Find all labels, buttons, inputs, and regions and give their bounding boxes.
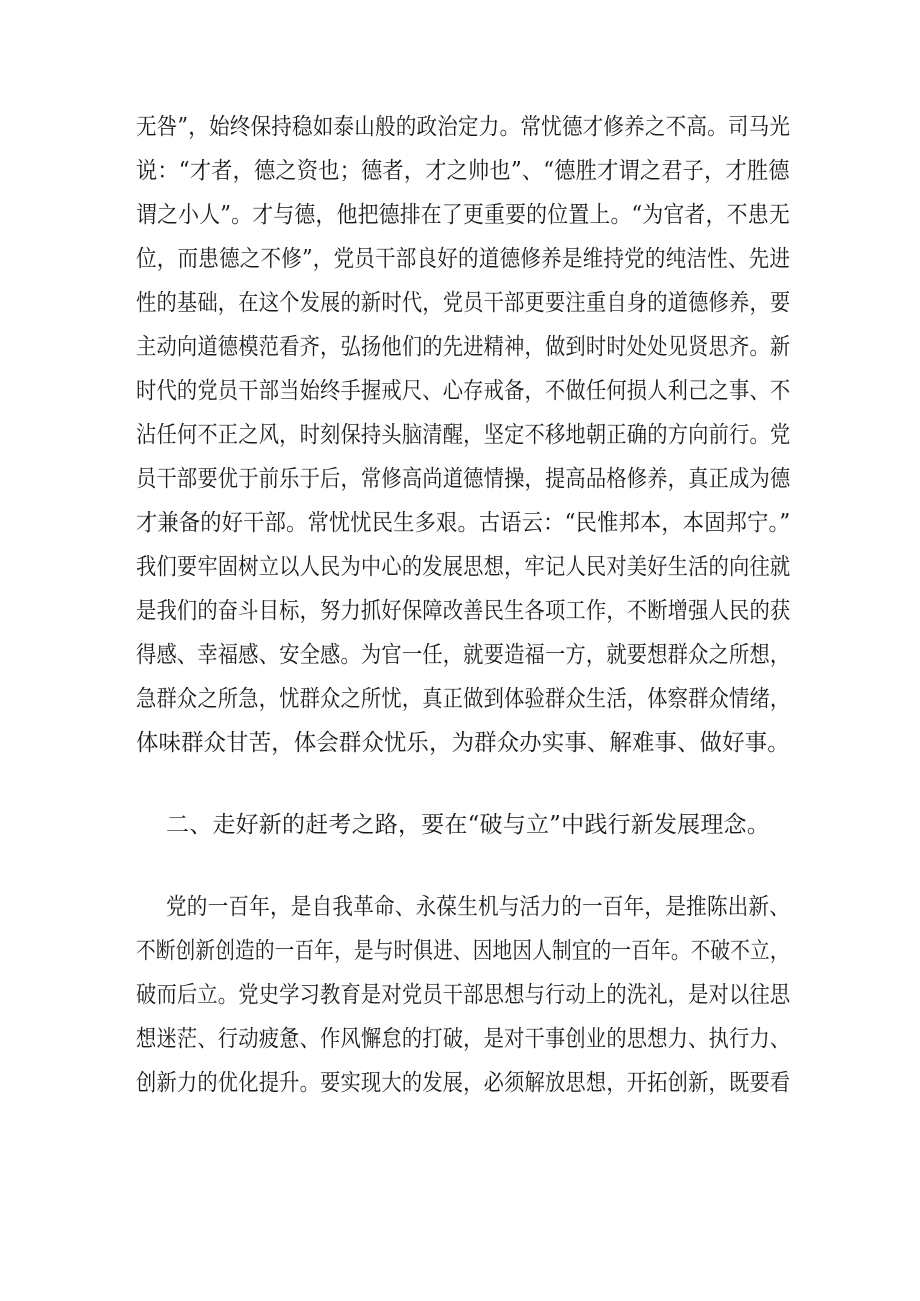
section-heading-2: 二、走好新的赶考之路，要在“破与立”中践行新发展理念。 xyxy=(166,812,770,838)
paragraph-2-line-5: 创新力的优化提升。要实现大的发展，必须解放思想，开拓创新，既要看 xyxy=(136,1070,791,1096)
paragraph-1-line-2: 说：“才者，德之资也；德者，才之帅也”、“德胜才谓之君子，才胜德 xyxy=(136,158,790,184)
paragraph-1-line-7: 时代的党员干部当始终手握戒尺、心存戒备，不做任何损人利己之事、不 xyxy=(136,378,791,404)
paragraph-1-line-11: 我们要牢固树立以人民为中心的发展思想，牢记人民对美好生活的向往就 xyxy=(136,554,791,580)
paragraph-2-line-4: 想迷茫、行动疲惫、作风懈怠的打破，是对干事创业的思想力、执行力、 xyxy=(136,1026,791,1052)
paragraph-1-line-15: 体味群众甘苦，体会群众忧乐，为群众办实事、解难事、做好事。 xyxy=(136,730,790,756)
paragraph-1-line-12: 是我们的奋斗目标，努力抓好保障改善民生各项工作，不断增强人民的获 xyxy=(136,598,791,624)
paragraph-1-line-5: 性的基础，在这个发展的新时代，党员干部更要注重自身的道德修养，要 xyxy=(136,290,791,316)
paragraph-1-line-3: 谓之小人”。才与德，他把德排在了更重要的位置上。“为官者，不患无 xyxy=(136,202,790,228)
paragraph-2-line-3: 破而后立。党史学习教育是对党员干部思想与行动上的洗礼，是对以往思 xyxy=(136,982,791,1008)
paragraph-1-line-4: 位，而患德之不修”，党员干部良好的道德修养是维持党的纯洁性、先进 xyxy=(136,246,791,272)
paragraph-1-line-8: 沾任何不正之风，时刻保持头脑清醒，坚定不移地朝正确的方向前行。党 xyxy=(136,422,791,448)
paragraph-1-line-13: 得感、幸福感、安全感。为官一任，就要造福一方，就要想群众之所想， xyxy=(136,642,791,668)
paragraph-1-line-10: 才兼备的好干部。常忧忧民生多艰。古语云：“民惟邦本，本固邦宁。” xyxy=(136,510,791,536)
paragraph-1-line-1: 无咎”，始终保持稳如泰山般的政治定力。常忧德才修养之不高。司马光 xyxy=(136,114,791,140)
paragraph-1-line-9: 员干部要优于前乐于后，常修高尚道德情操，提高品格修养，真正成为德 xyxy=(136,466,791,492)
paragraph-1-line-6: 主动向道德模范看齐，弘扬他们的先进精神，做到时时处处见贤思齐。新 xyxy=(136,334,791,360)
paragraph-1-line-14: 急群众之所急，忧群众之所忧，真正做到体验群众生活，体察群众情绪， xyxy=(136,686,791,712)
paragraph-2-line-2: 不断创新创造的一百年，是与时俱进、因地因人制宜的一百年。不破不立， xyxy=(136,938,790,964)
paragraph-2-line-1: 党的一百年，是自我革命、永葆生机与活力的一百年，是推陈出新、 xyxy=(166,894,791,920)
